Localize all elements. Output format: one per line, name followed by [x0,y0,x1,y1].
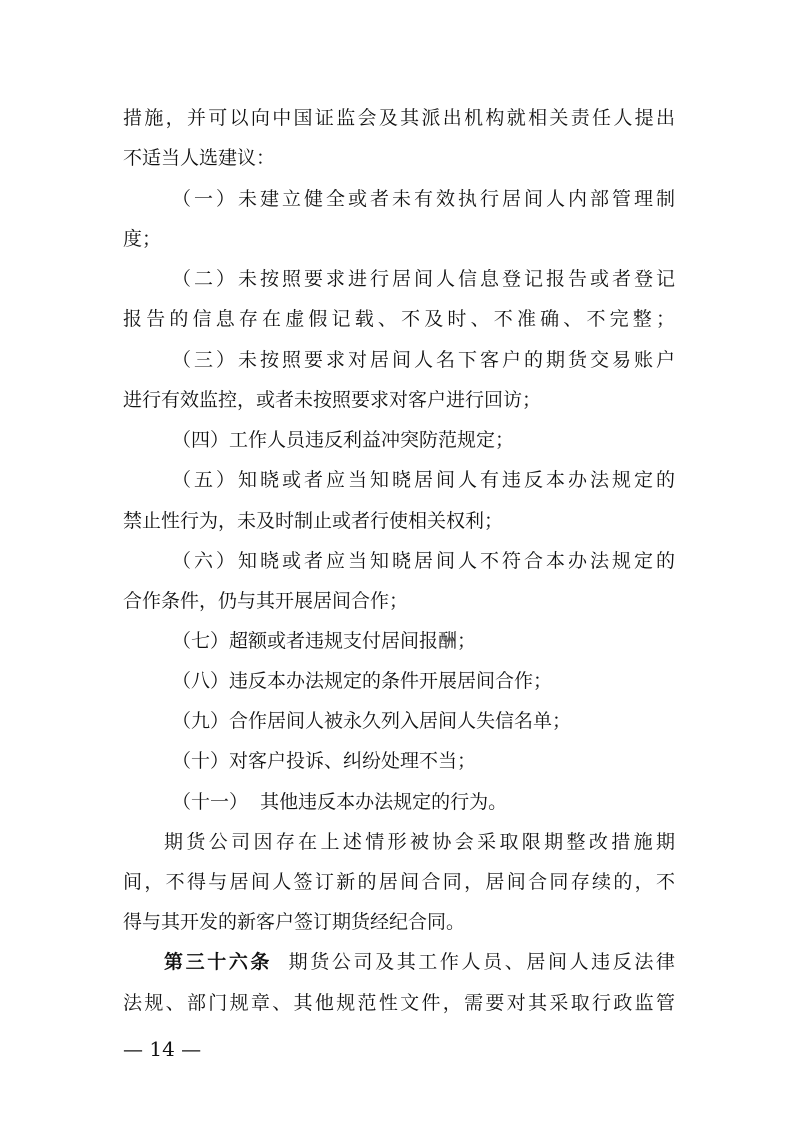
list-item-2: （二）未按照要求进行居间人信息登记报告或者登记 [172,268,675,290]
text-line: 不适当人选建议： [123,147,276,169]
list-item-5: （五）知晓或者应当知晓居间人有违反本办法规定的 [172,469,675,491]
list-item-4: （四）工作人员违反利益冲突防范规定； [172,429,515,451]
article-label: 第三十六条 [164,951,273,973]
text-line: 禁止性行为，未及时制止或者行使相关权利； [123,510,504,532]
article-text: 期货公司及其工作人员、居间人违反法律 [286,951,675,973]
text-line: 措施，并可以向中国证监会及其派出机构就相关责任人提出 [123,107,675,129]
list-item-3: （三）未按照要求对居间人名下客户的期货交易账户 [172,349,675,371]
text-line: 度； [123,228,162,250]
list-item-11: （十一） 其他违反本办法规定的行为。 [172,791,508,813]
article-line [164,949,675,975]
text-line: 合作条件，仍与其开展居间合作； [123,590,409,612]
list-item-8: （八）违反本办法规定的条件开展居间合作； [172,670,553,692]
text-line: 得与其开发的新客户签订期货经纪合同。 [123,911,466,933]
text-line: 法规、部门规章、其他规范性文件，需要对其采取行政监管 [123,992,675,1014]
list-item-6: （六）知晓或者应当知晓居间人不符合本办法规定的 [172,550,675,572]
list-item-9: （九）合作居间人被永久列入居间人失信名单； [172,710,572,732]
list-item-10: （十）对客户投诉、纠纷处理不当； [172,750,477,772]
text-line: 报告的信息存在虚假记载、不及时、不准确、不完整； [123,308,675,330]
text-line: 期货公司因存在上述情形被协会采取限期整改措施期 [164,831,675,853]
page-number: — 14 — [123,1037,202,1061]
text-line: 进行有效监控，或者未按照要求对客户进行回访； [123,389,542,411]
list-item-7: （七）超额或者违规支付居间报酬； [172,630,477,652]
list-item-1: （一）未建立健全或者未有效执行居间人内部管理制 [172,188,675,210]
text-line: 间，不得与居间人签订新的居间合同，居间合同存续的，不 [123,871,675,893]
